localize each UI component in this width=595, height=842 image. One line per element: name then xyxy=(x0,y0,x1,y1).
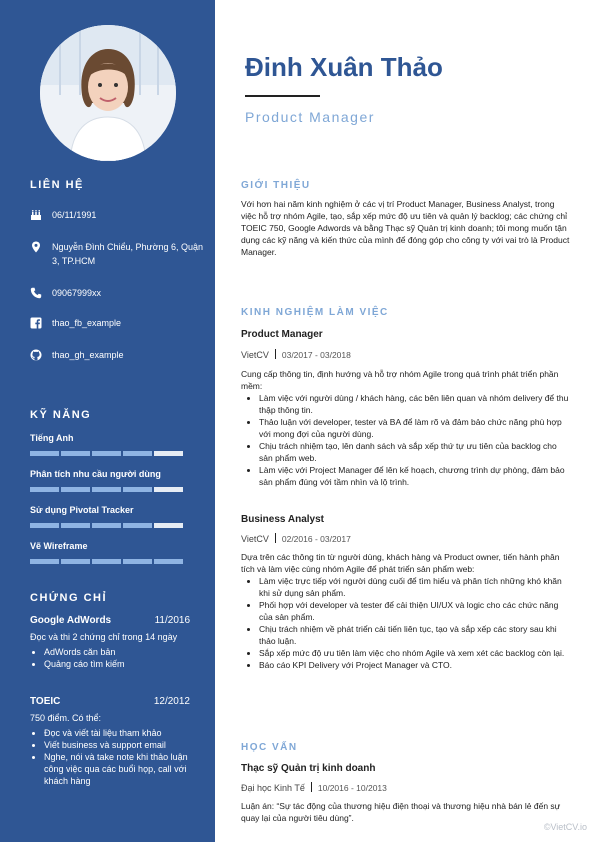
skill-bar-segment xyxy=(30,523,61,528)
github-icon xyxy=(30,349,42,361)
skill-bar-segment xyxy=(61,523,92,528)
list-item: • AdWords căn bản xyxy=(44,646,190,658)
job-list xyxy=(241,392,571,488)
list-item: • Viết business và support email xyxy=(44,739,190,751)
contact-section-title: LIÊN HỆ xyxy=(30,179,84,191)
watermark: ©VietCV.io xyxy=(543,822,587,832)
job-details xyxy=(241,551,571,671)
job-company: VietCV xyxy=(241,350,269,360)
skill-bar-segment xyxy=(92,451,123,456)
meta-separator xyxy=(275,533,276,543)
cert-list xyxy=(30,727,190,787)
list-item: • Báo cáo KPI Delivery với Project Manager và CTO. xyxy=(259,659,571,671)
list-item: • Phối hợp với developer và tester để cải thiện UI/UX và logic cho các chức năng của sản phẩm. xyxy=(259,599,571,623)
degree-title: Thạc sỹ Quản trị kinh doanh xyxy=(241,763,376,774)
cert-list xyxy=(30,646,190,670)
job-meta xyxy=(241,533,351,544)
cert-name: Google AdWords xyxy=(30,615,112,626)
skill-bar-segment xyxy=(61,451,92,456)
school-name: Đại học Kinh Tế xyxy=(241,783,305,793)
skill-bar-segment xyxy=(30,451,61,456)
list-item: • Làm việc với người dùng / khách hàng, các bên liên quan và nhóm delivery để thu thập thông tin. xyxy=(259,392,571,416)
facebook-text: thao_fb_example xyxy=(52,318,122,328)
skill-bar-segment xyxy=(154,451,185,456)
contact-birthday xyxy=(30,208,205,222)
birthday-text: 06/11/1991 xyxy=(52,210,97,220)
list-item: • Chịu trách nhiệm tạo, lên danh sách và sắp xếp thứ tự ưu tiên của backlog cho sản phẩm web. xyxy=(259,440,571,464)
cert-item xyxy=(30,615,190,670)
sidebar xyxy=(0,0,215,842)
skills-section-title: KỸ NĂNG xyxy=(30,409,92,421)
list-item: • Chịu trách nhiệm về phát triển cải tiến liên tục, tạo và sắp xếp các story sau khi thảo luận. xyxy=(259,623,571,647)
skill-bar xyxy=(30,559,185,564)
job-dates: 03/2017 - 03/2018 xyxy=(281,350,351,360)
contact-facebook[interactable] xyxy=(30,316,205,330)
person-name: Đinh Xuân Thảo xyxy=(245,52,443,82)
experience-section-title: KINH NGHIỆM LÀM VIỆC xyxy=(241,307,389,318)
phone-text: 09067999xx xyxy=(52,288,102,298)
job-company: VietCV xyxy=(241,534,269,544)
skill-bar xyxy=(30,523,185,528)
skill-bar-segment xyxy=(154,559,185,564)
certs-section-title: CHỨNG CHỈ xyxy=(30,592,108,604)
job-desc: Cung cấp thông tin, định hướng và hỗ trợ nhóm Agile trong quá trình phát triển phần mềm: xyxy=(241,369,559,391)
list-item: • Quảng cáo tìm kiếm xyxy=(44,658,190,670)
skill-bar-segment xyxy=(154,523,185,528)
skill-bar-segment xyxy=(92,523,123,528)
skill-bar-segment xyxy=(30,559,61,564)
name-divider xyxy=(245,95,320,97)
skill-item xyxy=(30,433,185,456)
cert-date: 11/2016 xyxy=(154,615,190,626)
skill-name: Tiếng Anh xyxy=(30,433,74,443)
thesis-text: Luận án: “Sự tác động của thương hiệu điện thoại và thương hiệu nhà bán lẻ đến sự quay lại của người tiêu dùng”. xyxy=(241,801,561,823)
edu-dates: 10/2016 - 10/2013 xyxy=(317,783,387,793)
skill-item xyxy=(30,505,185,528)
skill-item xyxy=(30,469,185,492)
education-section-title: HỌC VẤN xyxy=(241,742,298,753)
list-item: • Đọc và viết tài liệu tham khảo xyxy=(44,727,190,739)
skill-bar-segment xyxy=(61,487,92,492)
intro-text: Với hơn hai năm kinh nghiệm ở các vị trí Product Manager, Business Analyst, trong việc hỗ trợ nhóm Agile, tạo, sắp xếp mức độ ưu tiên và quản lý backlog; các chứng chỉ TOEIC 750, Google Adwords và bằng Thạc sỹ Quản trị kinh doanh; tôi mong muốn tận dụng các kỹ năng và kiến thức của mình để đóng góp cho công ty với vai trò là Product Manager. xyxy=(241,199,570,257)
skill-bar-segment xyxy=(123,451,154,456)
main-content xyxy=(215,0,595,842)
skill-name: Sử dụng Pivotal Tracker xyxy=(30,505,134,515)
skill-name: Phân tích nhu cầu người dùng xyxy=(30,469,161,479)
list-item: • Làm việc với Project Manager để lên kế hoạch, chương trình dự phòng, đảm bảo sản phẩm đúng với tầm nhìn và lộ trình. xyxy=(259,464,571,488)
skill-bar-segment xyxy=(92,487,123,492)
skill-name: Vẽ Wireframe xyxy=(30,541,88,551)
intro-section-title: GIỚI THIỆU xyxy=(241,180,311,191)
skill-bar-segment xyxy=(154,487,185,492)
phone-icon xyxy=(30,287,42,299)
list-item: • Sắp xếp mức độ ưu tiên làm việc cho nhóm Agile và xem xét các backlog còn lại. xyxy=(259,647,571,659)
skill-bar-segment xyxy=(92,559,123,564)
job-title: Product Manager xyxy=(241,329,323,340)
skill-bar-segment xyxy=(30,487,61,492)
list-item: • Thảo luận với developer, tester và BA để làm rõ và đảm bảo chức năng phù hợp với mong đợi của người dùng. xyxy=(259,416,571,440)
cake-icon xyxy=(30,209,42,221)
address-text: Nguyễn Đình Chiểu, Phường 6, Quận 3, TP.HCM xyxy=(52,242,204,266)
skill-bar-segment xyxy=(123,487,154,492)
skill-bar xyxy=(30,451,185,456)
job-title: Business Analyst xyxy=(241,514,324,525)
meta-separator xyxy=(275,349,276,359)
contact-address xyxy=(30,240,205,268)
skill-bar xyxy=(30,487,185,492)
location-icon xyxy=(30,241,42,253)
skill-bar-segment xyxy=(61,559,92,564)
job-details xyxy=(241,368,571,488)
list-item: • Làm việc trực tiếp với người dùng cuối để tìm hiểu và phân tích những khó khăn khi sử dụng sản phẩm. xyxy=(259,575,571,599)
job-meta xyxy=(241,349,351,360)
github-text: thao_gh_example xyxy=(52,350,124,360)
skill-item xyxy=(30,541,185,564)
meta-separator xyxy=(311,782,312,792)
cert-name: TOEIC xyxy=(30,696,61,707)
skill-bar-segment xyxy=(123,523,154,528)
job-dates: 02/2016 - 03/2017 xyxy=(281,534,351,544)
job-desc: Dựa trên các thông tin từ người dùng, khách hàng và Product owner, tiến hành phân tích và làm việc cùng nhóm Agile để phát triển sản phẩm web: xyxy=(241,552,560,574)
skill-bar-segment xyxy=(123,559,154,564)
cert-date: 12/2012 xyxy=(153,696,190,707)
list-item: • Nghe, nói và take note khi thảo luận công việc qua các buổi họp, call với khách hàng xyxy=(44,751,190,787)
contact-github[interactable] xyxy=(30,348,205,362)
contact-phone xyxy=(30,286,205,300)
avatar xyxy=(40,25,176,161)
cert-desc: 750 điểm. Có thể: xyxy=(30,713,102,723)
person-role: Product Manager xyxy=(245,109,375,125)
cert-item xyxy=(30,696,190,787)
job-list xyxy=(241,575,571,671)
cert-desc: Đọc và thi 2 chứng chỉ trong 14 ngày xyxy=(30,632,178,642)
edu-meta xyxy=(241,782,387,793)
facebook-icon xyxy=(30,317,42,329)
